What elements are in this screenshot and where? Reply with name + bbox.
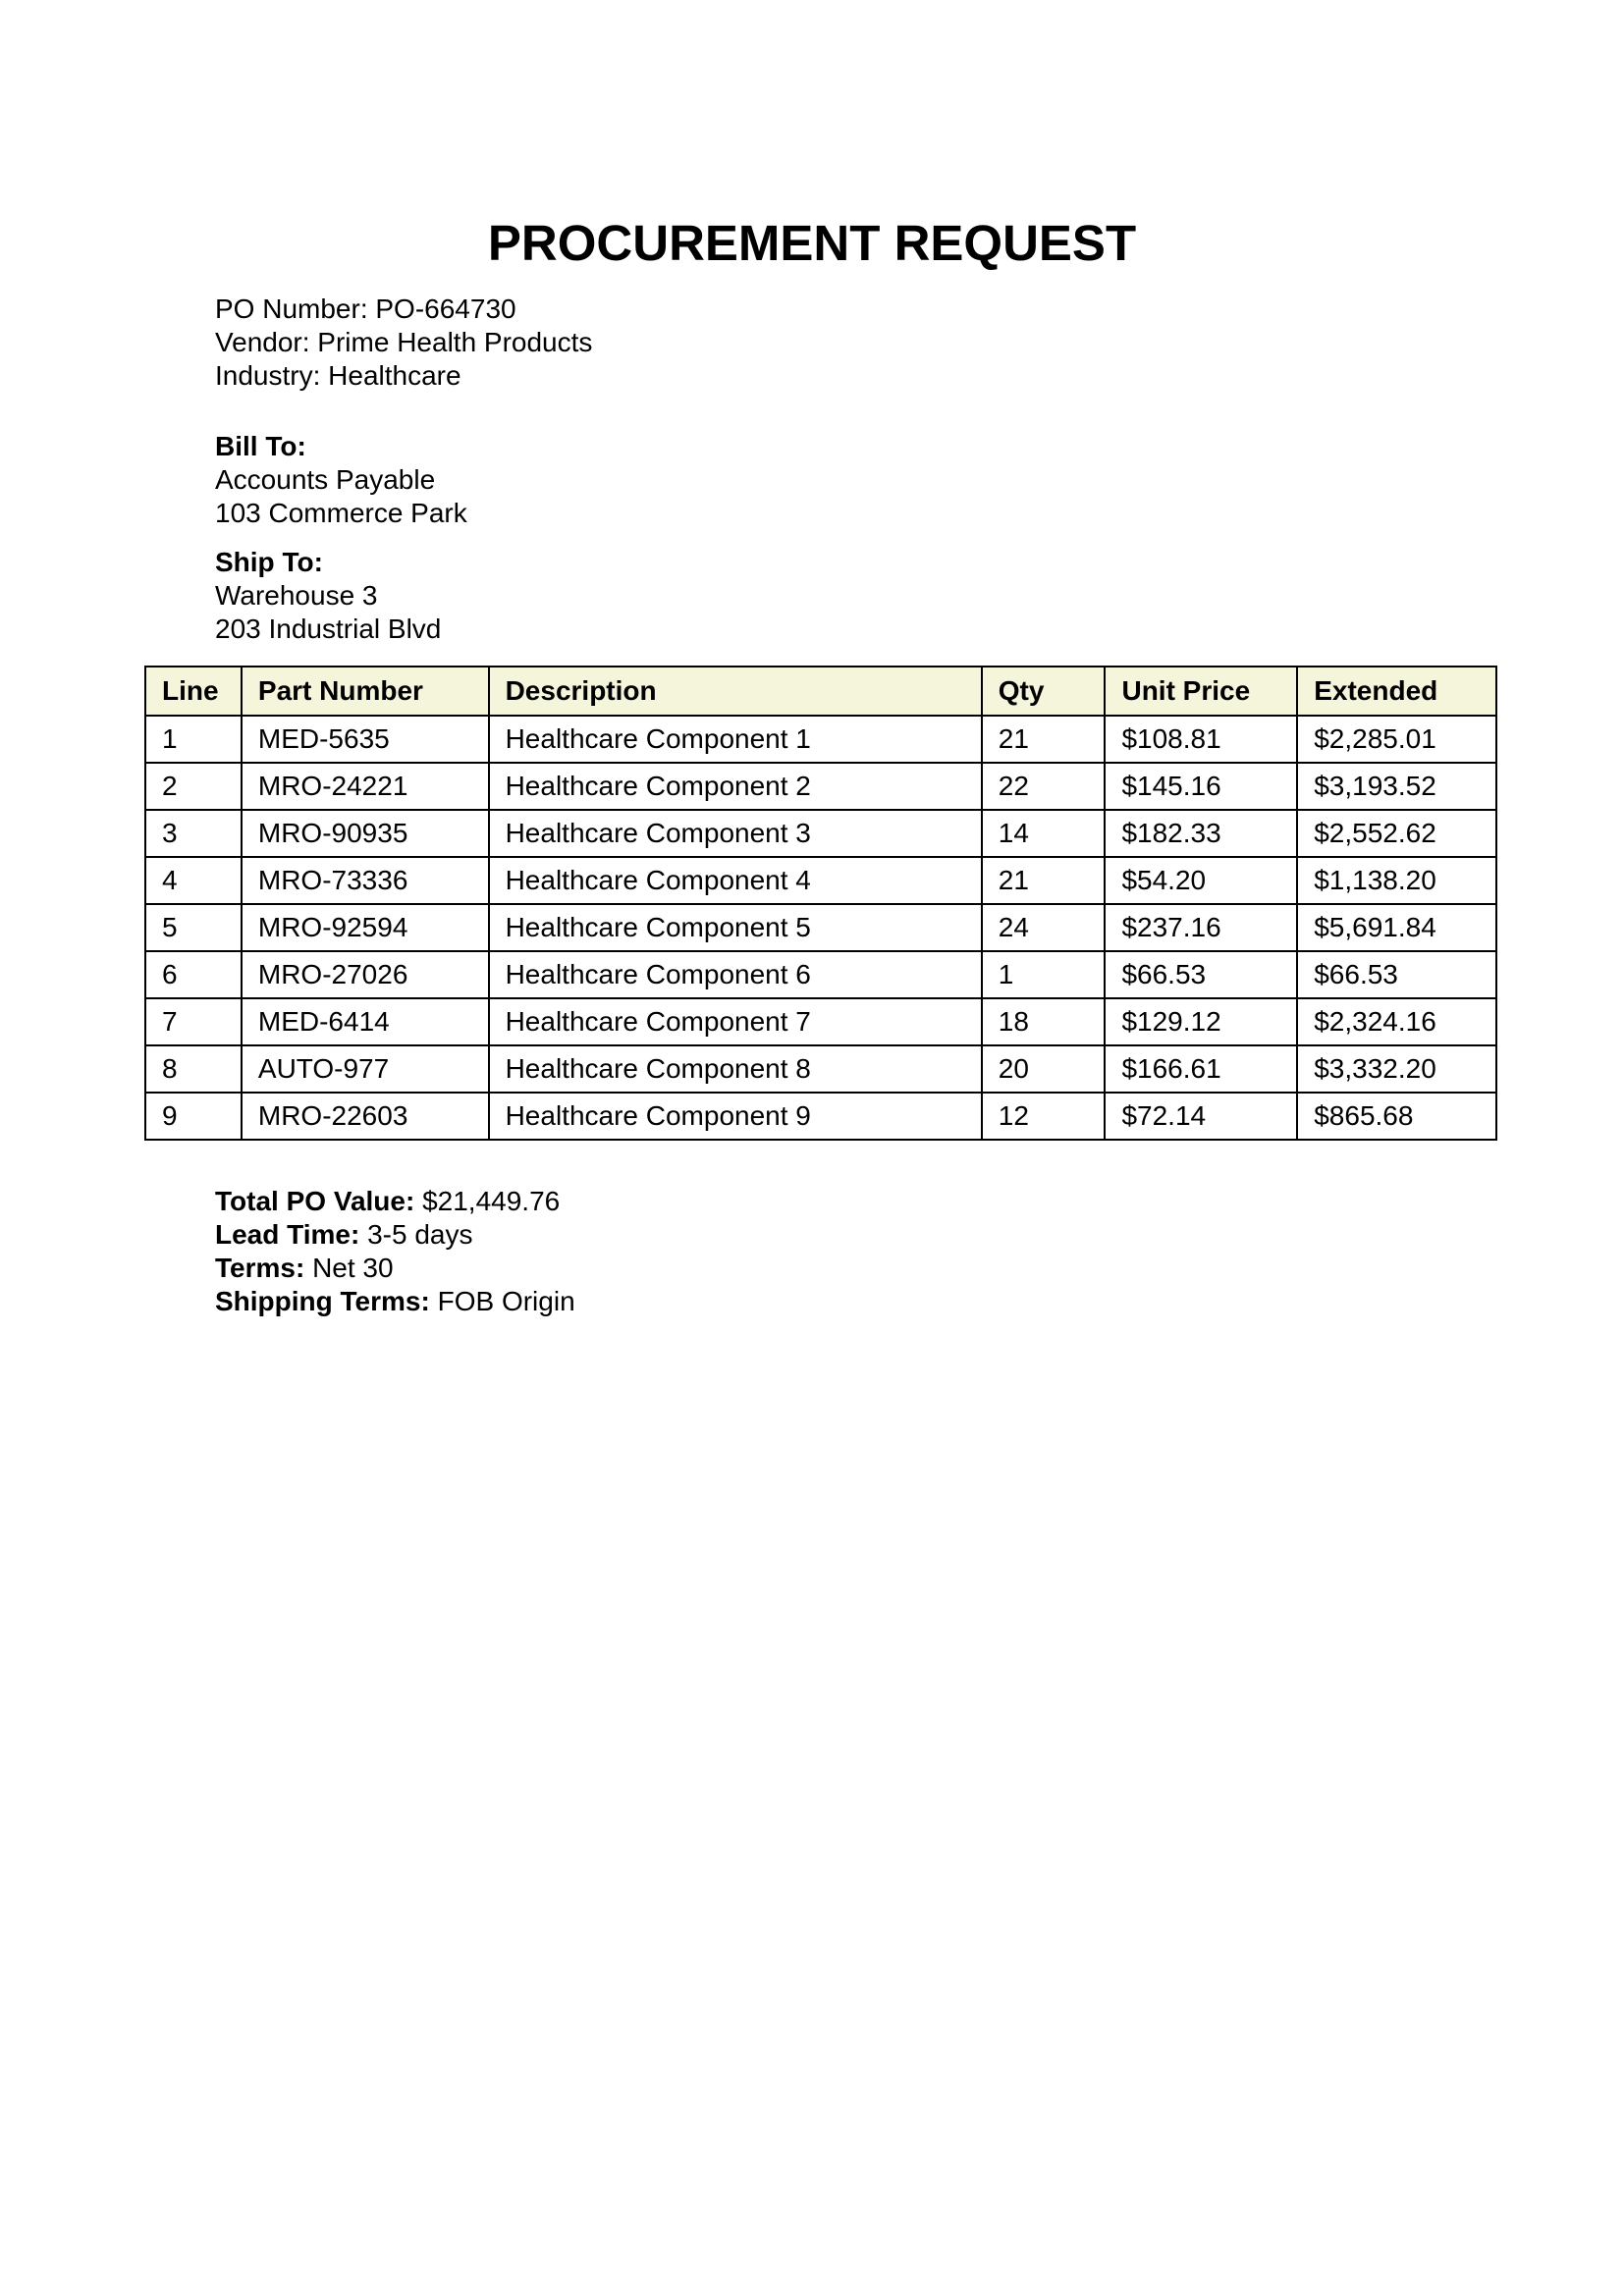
table-row [145,1045,1496,1093]
cell-unit-price: $182.33 [1105,810,1297,857]
cell-line: 5 [145,904,242,951]
cell-extended: $3,193.52 [1297,763,1496,810]
table-row [145,904,1496,951]
cell-line: 7 [145,998,242,1045]
cell-unit-price: $54.20 [1105,857,1297,904]
column-header-qty: Qty [982,667,1106,716]
bill-to-line1: Accounts Payable [215,464,436,495]
cell-part-number: MRO-73336 [242,857,489,904]
table-row [145,716,1496,763]
cell-line: 2 [145,763,242,810]
cell-qty: 14 [982,810,1106,857]
totals-section [215,1185,575,1318]
total-po-value-amount: $21,449.76 [414,1186,561,1216]
lead-time-value: 3-5 days [359,1219,473,1250]
cell-part-number: MRO-22603 [242,1093,489,1140]
ship-to-section [215,546,441,646]
bill-to-line2: 103 Commerce Park [215,498,467,528]
cell-line: 6 [145,951,242,998]
table-row [145,998,1496,1045]
cell-line: 1 [145,716,242,763]
total-po-value-label: Total PO Value: [215,1186,415,1216]
cell-unit-price: $237.16 [1105,904,1297,951]
lead-time [215,1218,575,1252]
column-header-extended: Extended [1297,667,1496,716]
cell-description: Healthcare Component 7 [489,998,982,1045]
cell-unit-price: $145.16 [1105,763,1297,810]
cell-qty: 21 [982,716,1106,763]
cell-extended: $865.68 [1297,1093,1496,1140]
line-items-table [144,666,1497,1141]
table-header-row [145,667,1496,716]
industry: Industry: Healthcare [215,360,461,391]
cell-qty: 22 [982,763,1106,810]
terms-label: Terms: [215,1253,305,1283]
table-row [145,810,1496,857]
table-row [145,763,1496,810]
shipping-terms [215,1285,575,1318]
cell-description: Healthcare Component 5 [489,904,982,951]
table-row [145,951,1496,998]
terms-value: Net 30 [304,1253,394,1283]
column-header-unit-price: Unit Price [1105,667,1297,716]
cell-description: Healthcare Component 9 [489,1093,982,1140]
cell-qty: 1 [982,951,1106,998]
cell-unit-price: $129.12 [1105,998,1297,1045]
cell-part-number: MED-6414 [242,998,489,1045]
cell-qty: 21 [982,857,1106,904]
column-header-part-number: Part Number [242,667,489,716]
cell-part-number: MRO-92594 [242,904,489,951]
bill-to-section [215,430,467,530]
total-po-value [215,1185,575,1218]
document-title: PROCUREMENT REQUEST [487,215,1137,271]
cell-extended: $2,552.62 [1297,810,1496,857]
cell-part-number: MRO-90935 [242,810,489,857]
table-row [145,857,1496,904]
cell-extended: $1,138.20 [1297,857,1496,904]
cell-part-number: MRO-24221 [242,763,489,810]
cell-part-number: MRO-27026 [242,951,489,998]
cell-extended: $5,691.84 [1297,904,1496,951]
cell-part-number: MED-5635 [242,716,489,763]
vendor: Vendor: Prime Health Products [215,327,593,357]
cell-unit-price: $66.53 [1105,951,1297,998]
ship-to-line1: Warehouse 3 [215,580,378,611]
lead-time-label: Lead Time: [215,1219,360,1250]
bill-to-label: Bill To: [215,431,306,461]
cell-description: Healthcare Component 3 [489,810,982,857]
cell-qty: 12 [982,1093,1106,1140]
cell-line: 8 [145,1045,242,1093]
cell-description: Healthcare Component 4 [489,857,982,904]
cell-line: 9 [145,1093,242,1140]
cell-part-number: AUTO-977 [242,1045,489,1093]
cell-qty: 20 [982,1045,1106,1093]
cell-unit-price: $166.61 [1105,1045,1297,1093]
cell-unit-price: $108.81 [1105,716,1297,763]
column-header-description: Description [489,667,982,716]
cell-extended: $3,332.20 [1297,1045,1496,1093]
ship-to-line2: 203 Industrial Blvd [215,614,442,644]
cell-line: 3 [145,810,242,857]
cell-extended: $66.53 [1297,951,1496,998]
po-number: PO Number: PO-664730 [215,294,516,324]
cell-description: Healthcare Component 2 [489,763,982,810]
ship-to-label: Ship To: [215,547,323,577]
shipping-terms-label: Shipping Terms: [215,1286,430,1316]
po-header-info [215,293,592,393]
cell-extended: $2,324.16 [1297,998,1496,1045]
cell-qty: 24 [982,904,1106,951]
table-row [145,1093,1496,1140]
column-header-line: Line [145,667,242,716]
cell-unit-price: $72.14 [1105,1093,1297,1140]
shipping-terms-value: FOB Origin [429,1286,575,1316]
cell-description: Healthcare Component 1 [489,716,982,763]
cell-description: Healthcare Component 8 [489,1045,982,1093]
cell-line: 4 [145,857,242,904]
cell-qty: 18 [982,998,1106,1045]
cell-description: Healthcare Component 6 [489,951,982,998]
terms [215,1252,575,1285]
cell-extended: $2,285.01 [1297,716,1496,763]
